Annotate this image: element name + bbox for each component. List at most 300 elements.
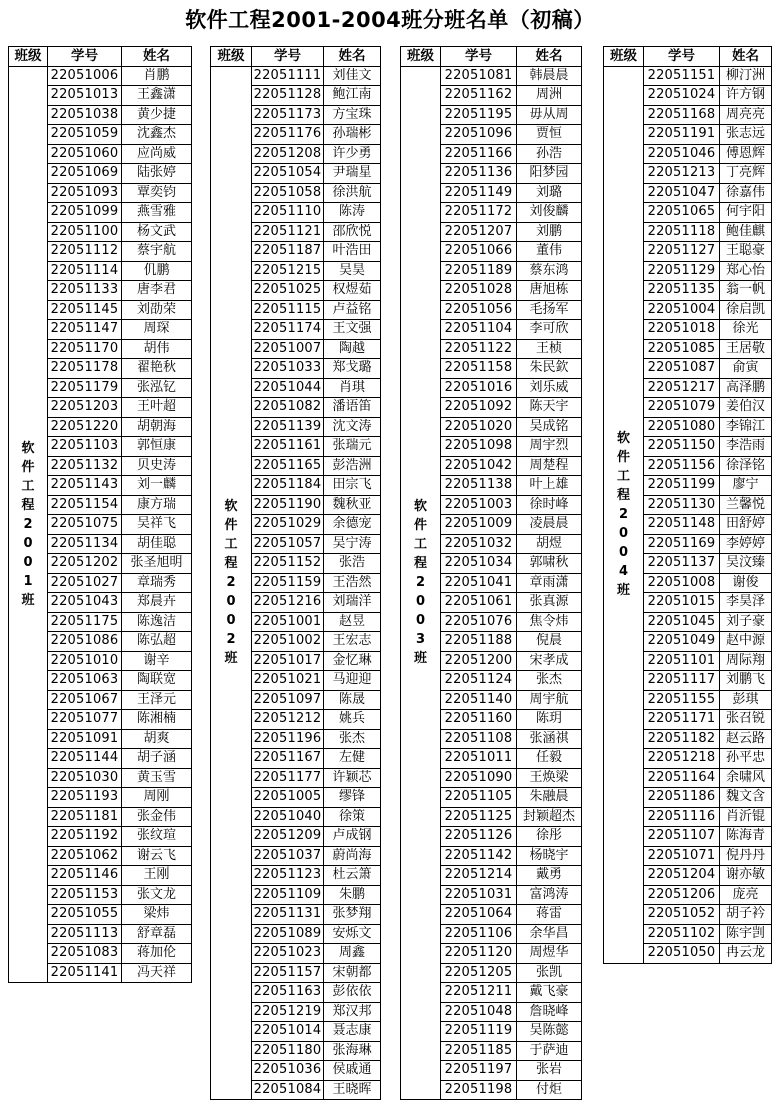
student-name-cell: 权煜茹 [324,281,381,301]
student-name-cell: 仉鹏 [122,261,192,281]
student-name-cell: 任毅 [517,749,582,769]
student-name-cell: 高泽鹏 [720,378,772,398]
student-name-cell: 焦令炜 [517,612,582,632]
student-id-cell: 22051032 [441,534,517,554]
student-id-cell: 22051152 [252,554,324,574]
student-name-cell: 封颖超杰 [517,807,582,827]
student-id-cell: 22051131 [252,905,324,925]
table-row [604,66,772,86]
student-name-cell: 蒋雷 [517,905,582,925]
student-id-cell: 22051217 [644,378,720,398]
student-id-cell: 22051129 [644,261,720,281]
student-id-cell: 22051164 [644,768,720,788]
student-name-cell: 刘俊麟 [517,203,582,223]
student-name-cell: 王聪豪 [720,242,772,262]
student-id-cell: 22051034 [441,554,517,574]
student-id-cell: 22051203 [48,398,122,418]
student-name-cell: 蔚尚海 [324,846,381,866]
student-name-cell: 倪丹丹 [720,846,772,866]
student-id-cell: 22051054 [252,164,324,184]
student-id-cell: 22051162 [441,86,517,106]
student-name-cell: 徐策 [324,807,381,827]
student-id-cell: 22051136 [441,164,517,184]
student-id-cell: 22051200 [441,651,517,671]
student-id-cell: 22051005 [252,788,324,808]
student-name-cell: 朱民欽 [517,359,582,379]
class-table-2004 [603,46,772,964]
student-name-cell: 谢云飞 [122,846,192,866]
student-id-cell: 22051010 [48,651,122,671]
student-name-cell: 张圣旭明 [122,554,192,574]
student-name-cell: 柳汀洲 [720,66,772,86]
student-name-cell: 倪晨 [517,632,582,652]
student-name-cell: 陶联宽 [122,671,192,691]
student-id-cell: 22051103 [48,437,122,457]
student-id-cell: 22051189 [441,261,517,281]
student-id-cell: 22051100 [48,222,122,242]
student-name-cell: 王叶超 [122,398,192,418]
student-name-cell: 王焕梁 [517,768,582,788]
student-id-cell: 22051117 [644,671,720,691]
student-name-cell: 毋从周 [517,105,582,125]
student-name-cell: 于萨迪 [517,1041,582,1061]
student-id-cell: 22051166 [441,144,517,164]
student-name-cell: 张金伟 [122,807,192,827]
student-name-cell: 郭啸秋 [517,554,582,574]
class-table-2003 [400,46,582,1100]
student-id-cell: 22051069 [48,164,122,184]
class-name: 软件工程2001班 [21,440,35,608]
student-name-cell: 胡伟 [122,339,192,359]
student-name-cell: 阳梦园 [517,164,582,184]
student-name-cell: 梁炜 [122,905,192,925]
student-name-cell: 周际翔 [720,651,772,671]
student-id-cell: 22051124 [441,671,517,691]
student-name-cell: 周洲 [517,86,582,106]
student-id-cell: 22051018 [644,320,720,340]
student-id-cell: 22051064 [441,905,517,925]
student-name-cell: 陶越 [324,339,381,359]
student-id-cell: 22051110 [252,203,324,223]
student-id-cell: 22051118 [644,222,720,242]
student-name-cell: 刘乐威 [517,378,582,398]
student-id-cell: 22051218 [644,749,720,769]
student-name-cell: 赵中源 [720,632,772,652]
student-name-cell: 王居敬 [720,339,772,359]
student-id-cell: 22051193 [48,788,122,808]
student-id-cell: 22051001 [252,612,324,632]
student-id-cell: 22051047 [644,183,720,203]
table-row [401,66,582,86]
student-name-cell: 李昊泽 [720,593,772,613]
student-name-cell: 王浩然 [324,573,381,593]
student-name-cell: 刘佳文 [324,66,381,86]
student-name-cell: 廖宁 [720,476,772,496]
student-name-cell: 余啸风 [720,768,772,788]
student-id-cell: 22051145 [48,300,122,320]
student-id-cell: 22051057 [252,534,324,554]
student-id-cell: 22051211 [441,983,517,1003]
student-id-cell: 22051003 [441,495,517,515]
student-id-cell: 22051158 [441,359,517,379]
student-name-cell: 俞寅 [720,359,772,379]
student-name-cell: 陈天宇 [517,398,582,418]
student-id-cell: 22051130 [644,495,720,515]
student-id-cell: 22051143 [48,476,122,496]
student-id-cell: 22051020 [441,417,517,437]
student-name-cell: 陈弘超 [122,632,192,652]
student-id-cell: 22051119 [441,1022,517,1042]
student-name-cell: 贾恒 [517,125,582,145]
student-id-cell: 22051163 [252,983,324,1003]
student-id-cell: 22051176 [252,125,324,145]
student-id-cell: 22051062 [48,846,122,866]
student-id-cell: 22051180 [252,1041,324,1061]
student-id-cell: 22051215 [252,261,324,281]
student-name-cell: 田舒婷 [720,515,772,535]
student-id-cell: 22051172 [441,203,517,223]
student-id-cell: 22051014 [252,1022,324,1042]
student-id-cell: 22051093 [48,183,122,203]
student-id-cell: 22051150 [644,437,720,457]
student-id-cell: 22051192 [48,827,122,847]
student-name-cell: 鲍佳麒 [720,222,772,242]
student-id-cell: 22051168 [644,105,720,125]
student-name-cell: 徐泽铭 [720,456,772,476]
student-id-cell: 22051169 [644,534,720,554]
student-name-cell: 徐光 [720,320,772,340]
student-name-cell: 张召锐 [720,710,772,730]
student-name-cell: 刘一麟 [122,476,192,496]
student-id-cell: 22051037 [252,846,324,866]
student-id-cell: 22051007 [252,339,324,359]
student-id-cell: 22051085 [644,339,720,359]
student-id-cell: 22051123 [252,866,324,886]
student-id-cell: 22051067 [48,690,122,710]
student-name-cell: 蔡宇航 [122,242,192,262]
student-name-cell: 章雨潇 [517,573,582,593]
student-id-cell: 22051121 [252,222,324,242]
student-name-cell: 张梦翔 [324,905,381,925]
class-column-header: 班级 [604,47,644,67]
student-name-cell: 邵欣悦 [324,222,381,242]
student-name-cell: 陈涛 [324,203,381,223]
student-id-cell: 22051126 [441,827,517,847]
student-name-cell: 傅恩辉 [720,144,772,164]
student-id-cell: 22051040 [252,807,324,827]
student-name-cell: 吴汶臻 [720,554,772,574]
student-id-cell: 22051212 [252,710,324,730]
student-id-cell: 22051042 [441,456,517,476]
student-id-cell: 22051055 [48,905,122,925]
class-name: 软件工程2003班 [413,499,427,667]
student-id-cell: 22051161 [252,437,324,457]
student-name-cell: 张岩 [517,1061,582,1081]
student-id-cell: 22051115 [252,300,324,320]
student-id-cell: 22051079 [644,398,720,418]
student-name-cell: 宋朝都 [324,963,381,983]
student-id-cell: 22051205 [441,963,517,983]
student-id-cell: 22051061 [441,593,517,613]
student-name-cell: 陈湘楠 [122,710,192,730]
student-name-cell: 王泽元 [122,690,192,710]
student-id-cell: 22051028 [441,281,517,301]
header-row [211,47,381,67]
student-id-cell: 22051090 [441,768,517,788]
student-id-cell: 22051009 [441,515,517,535]
student-id-cell: 22051025 [252,281,324,301]
student-name-cell: 赵昱 [324,612,381,632]
student-name-cell: 徐时峰 [517,495,582,515]
student-name-cell: 徐嘉伟 [720,183,772,203]
student-id-cell: 22051120 [441,944,517,964]
student-name-cell: 冯天祥 [122,963,192,983]
student-id-cell: 22051013 [48,86,122,106]
student-name-cell: 金忆琳 [324,651,381,671]
student-id-cell: 22051149 [441,183,517,203]
student-name-cell: 王刚 [122,866,192,886]
student-name-cell: 赵云路 [720,729,772,749]
student-name-cell: 徐洪航 [324,183,381,203]
student-id-cell: 22051006 [48,66,122,86]
class-name: 软件工程2002班 [224,499,238,667]
student-id-cell: 22051133 [48,281,122,301]
student-id-cell: 22051207 [441,222,517,242]
student-name-cell: 李浩雨 [720,437,772,457]
student-id-cell: 22051101 [644,651,720,671]
student-name-cell: 张瑞元 [324,437,381,457]
student-name-cell: 郑汉邦 [324,1002,381,1022]
student-name-cell: 黄玉雪 [122,768,192,788]
student-name-cell: 刘鹏 [517,222,582,242]
student-name-cell: 胡爽 [122,729,192,749]
student-name-cell: 周煜华 [517,944,582,964]
student-id-cell: 22051109 [252,885,324,905]
class-table-2001 [8,46,192,983]
student-id-column-header: 学号 [48,47,122,67]
student-id-cell: 22051135 [644,281,720,301]
student-id-cell: 22051052 [644,905,720,925]
student-name-cell: 唐李君 [122,281,192,301]
student-id-cell: 22051151 [644,66,720,86]
student-id-cell: 22051050 [644,944,720,964]
student-id-cell: 22051202 [48,554,122,574]
student-name-cell: 丁亮辉 [720,164,772,184]
student-name-cell: 何宇阳 [720,203,772,223]
student-id-cell: 22051197 [441,1061,517,1081]
student-id-cell: 22051147 [48,320,122,340]
student-id-cell: 22051191 [644,125,720,145]
student-id-cell: 22051214 [441,866,517,886]
student-name-cell: 缪锋 [324,788,381,808]
student-name-cell: 吴宁涛 [324,534,381,554]
student-name-cell: 姚兵 [324,710,381,730]
student-id-cell: 22051097 [252,690,324,710]
student-id-cell: 22051048 [441,1002,517,1022]
student-name-cell: 韩晨晨 [517,66,582,86]
student-name-cell: 庞亮 [720,885,772,905]
student-name-cell: 周琛 [122,320,192,340]
student-name-cell: 胡朝海 [122,417,192,437]
student-id-cell: 22051178 [48,359,122,379]
student-id-cell: 22051086 [48,632,122,652]
student-id-cell: 22051139 [252,417,324,437]
student-name-cell: 谢辛 [122,651,192,671]
student-id-cell: 22051182 [644,729,720,749]
student-id-cell: 22051016 [441,378,517,398]
student-id-cell: 22051186 [644,788,720,808]
student-id-cell: 22051060 [48,144,122,164]
student-name-cell: 许颖芯 [324,768,381,788]
student-name-cell: 王晓晖 [324,1080,381,1100]
student-id-cell: 22051173 [252,105,324,125]
student-id-cell: 22051023 [252,944,324,964]
student-id-cell: 22051140 [441,690,517,710]
student-id-cell: 22051076 [441,612,517,632]
student-name-cell: 魏秋亚 [324,495,381,515]
student-id-cell: 22051204 [644,866,720,886]
student-name-cell: 李锦江 [720,417,772,437]
student-name-cell: 谢俊 [720,573,772,593]
student-id-cell: 22051029 [252,515,324,535]
student-id-column-header: 学号 [644,47,720,67]
student-id-cell: 22051027 [48,573,122,593]
student-id-cell: 22051198 [441,1080,517,1100]
student-id-cell: 22051208 [252,144,324,164]
student-name-cell: 潘语笛 [324,398,381,418]
student-name-cell: 应尚威 [122,144,192,164]
student-id-cell: 22051098 [441,437,517,457]
student-name-cell: 吴成铭 [517,417,582,437]
student-name-cell: 陈玥 [517,710,582,730]
student-name-cell: 詹晓峰 [517,1002,582,1022]
student-name-cell: 吴昊 [324,261,381,281]
student-id-cell: 22051167 [252,749,324,769]
student-id-cell: 22051171 [644,710,720,730]
student-id-cell: 22051175 [48,612,122,632]
student-name-cell: 覃奕钧 [122,183,192,203]
student-name-cell: 鲍江南 [324,86,381,106]
student-id-cell: 22051206 [644,885,720,905]
student-id-cell: 22051220 [48,417,122,437]
student-id-cell: 22051044 [252,378,324,398]
student-id-cell: 22051092 [441,398,517,418]
student-name-cell: 周鑫 [324,944,381,964]
student-id-cell: 22051002 [252,632,324,652]
student-name-cell: 杨文武 [122,222,192,242]
student-id-column-header: 学号 [252,47,324,67]
student-name-cell: 张志远 [720,125,772,145]
student-name-cell: 吴祥飞 [122,515,192,535]
student-id-cell: 22051031 [441,885,517,905]
student-name-cell: 张凯 [517,963,582,983]
student-name-cell: 富鸿涛 [517,885,582,905]
student-name-cell: 陈宇剀 [720,924,772,944]
student-name-cell: 余德宠 [324,515,381,535]
student-id-cell: 22051219 [252,1002,324,1022]
student-id-cell: 22051148 [644,515,720,535]
student-id-cell: 22051107 [644,827,720,847]
student-name-cell: 田宗飞 [324,476,381,496]
student-name-cell: 彭琪 [720,690,772,710]
student-name-cell: 刘劭荣 [122,300,192,320]
student-name-cell: 蒋加伦 [122,944,192,964]
student-name-cell: 胡佳聪 [122,534,192,554]
student-id-cell: 22051142 [441,846,517,866]
student-name-cell: 戴勇 [517,866,582,886]
student-name-cell: 方宝珠 [324,105,381,125]
student-name-cell: 张真源 [517,593,582,613]
student-id-cell: 22051112 [48,242,122,262]
student-id-cell: 22051004 [644,300,720,320]
student-name-cell: 章瑞秀 [122,573,192,593]
student-name-cell: 郑戈璐 [324,359,381,379]
student-name-cell: 郭恒康 [122,437,192,457]
student-name-cell: 肖沂锟 [720,807,772,827]
student-id-cell: 22051160 [441,710,517,730]
student-name-cell: 聂志康 [324,1022,381,1042]
student-id-cell: 22051111 [252,66,324,86]
student-name-cell: 谢亦敏 [720,866,772,886]
student-name-cell: 马迎迎 [324,671,381,691]
student-name-cell: 肖琪 [324,378,381,398]
student-id-cell: 22051089 [252,924,324,944]
student-id-cell: 22051065 [644,203,720,223]
student-name-cell: 叶上雄 [517,476,582,496]
student-name-cell: 卢成钢 [324,827,381,847]
student-name-cell: 郑晨卉 [122,593,192,613]
student-id-cell: 22051146 [48,866,122,886]
student-id-cell: 22051087 [644,359,720,379]
student-name-cell: 魏文含 [720,788,772,808]
header-row [401,47,582,67]
class-column-header: 班级 [211,47,252,67]
student-name-cell: 侯戚通 [324,1061,381,1081]
student-id-cell: 22051132 [48,456,122,476]
student-name-cell: 黄少捷 [122,105,192,125]
class-column-header: 班级 [9,47,48,67]
student-id-cell: 22051091 [48,729,122,749]
student-name-cell: 朱鹏 [324,885,381,905]
student-name-cell: 张杰 [517,671,582,691]
header-row [9,47,192,67]
student-name-cell: 董伟 [517,242,582,262]
student-id-cell: 22051156 [644,456,720,476]
student-id-cell: 22051137 [644,554,720,574]
student-name-cell: 沈鑫杰 [122,125,192,145]
student-id-cell: 22051096 [441,125,517,145]
student-id-cell: 22051024 [644,86,720,106]
class-name-cell [604,66,644,963]
student-id-cell: 22051199 [644,476,720,496]
student-id-column-header: 学号 [441,47,517,67]
student-name-cell: 王宏志 [324,632,381,652]
student-id-cell: 22051105 [441,788,517,808]
student-name-cell: 郑心怡 [720,261,772,281]
student-id-cell: 22051038 [48,105,122,125]
student-id-cell: 22051153 [48,885,122,905]
student-name-cell: 李可欣 [517,320,582,340]
student-id-cell: 22051128 [252,86,324,106]
student-name-cell: 王鑫潇 [122,86,192,106]
student-name-cell: 张浩 [324,554,381,574]
student-name-cell: 张杰 [324,729,381,749]
student-name-cell: 刘瑞洋 [324,593,381,613]
student-id-cell: 22051056 [441,300,517,320]
student-name-cell: 刘子豪 [720,612,772,632]
student-name-cell: 孙平忠 [720,749,772,769]
student-name-cell: 翟艳秋 [122,359,192,379]
